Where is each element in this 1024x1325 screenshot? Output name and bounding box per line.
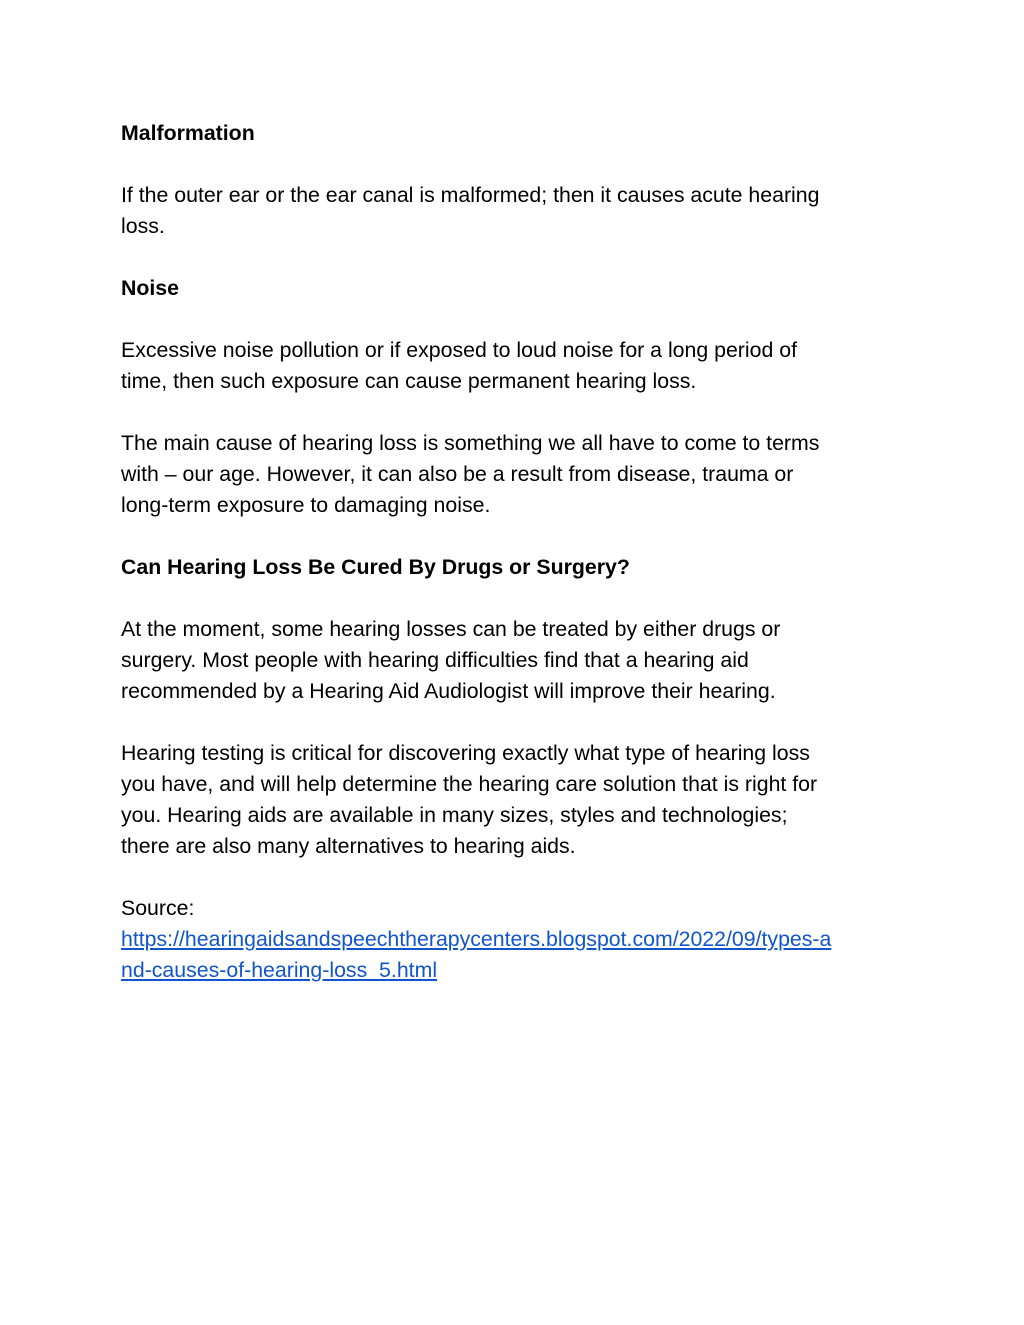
paragraph-line: time, then such exposure can cause permanent hearing loss. (121, 369, 697, 393)
paragraph-line: recommended by a Hearing Aid Audiologist will improve their hearing. (121, 679, 776, 703)
paragraph-line: with – our age. However, it can also be a result from disease, trauma or (121, 462, 794, 486)
paragraph-hearing-testing (121, 738, 911, 862)
paragraph-line: you. Hearing aids are available in many sizes, styles and technologies; (121, 803, 788, 827)
paragraph-line: The main cause of hearing loss is something we all have to come to terms (121, 431, 820, 455)
document-page (121, 118, 911, 1017)
section-heading-cure: Can Hearing Loss Be Cured By Drugs or Surgery? (121, 555, 630, 579)
paragraph-line: At the moment, some hearing losses can be treated by either drugs or (121, 617, 781, 641)
paragraph-line: loss. (121, 214, 165, 238)
source-label: Source: (121, 896, 195, 920)
paragraph-line: Excessive noise pollution or if exposed to loud noise for a long period of (121, 338, 797, 362)
paragraph-line: long-term exposure to damaging noise. (121, 493, 491, 517)
section-heading-noise: Noise (121, 276, 179, 300)
paragraph-malformation (121, 180, 911, 242)
paragraph-noise (121, 335, 911, 397)
paragraph-line: Hearing testing is critical for discovering exactly what type of hearing loss (121, 741, 810, 765)
source-link-line: nd-causes-of-hearing-loss_5.html (121, 958, 438, 982)
section-heading-malformation: Malformation (121, 121, 255, 145)
paragraph-line: there are also many alternatives to hearing aids. (121, 834, 576, 858)
source-block (121, 893, 911, 986)
paragraph-main-cause (121, 428, 911, 521)
paragraph-line: surgery. Most people with hearing difficulties find that a hearing aid (121, 648, 749, 672)
source-link[interactable] (121, 924, 911, 986)
paragraph-line: If the outer ear or the ear canal is malformed; then it causes acute hearing (121, 183, 820, 207)
paragraph-line: you have, and will help determine the hearing care solution that is right for (121, 772, 818, 796)
source-link-line: https://hearingaidsandspeechtherapycenters.blogspot.com/2022/09/types-a (121, 927, 832, 951)
paragraph-treatment (121, 614, 911, 707)
